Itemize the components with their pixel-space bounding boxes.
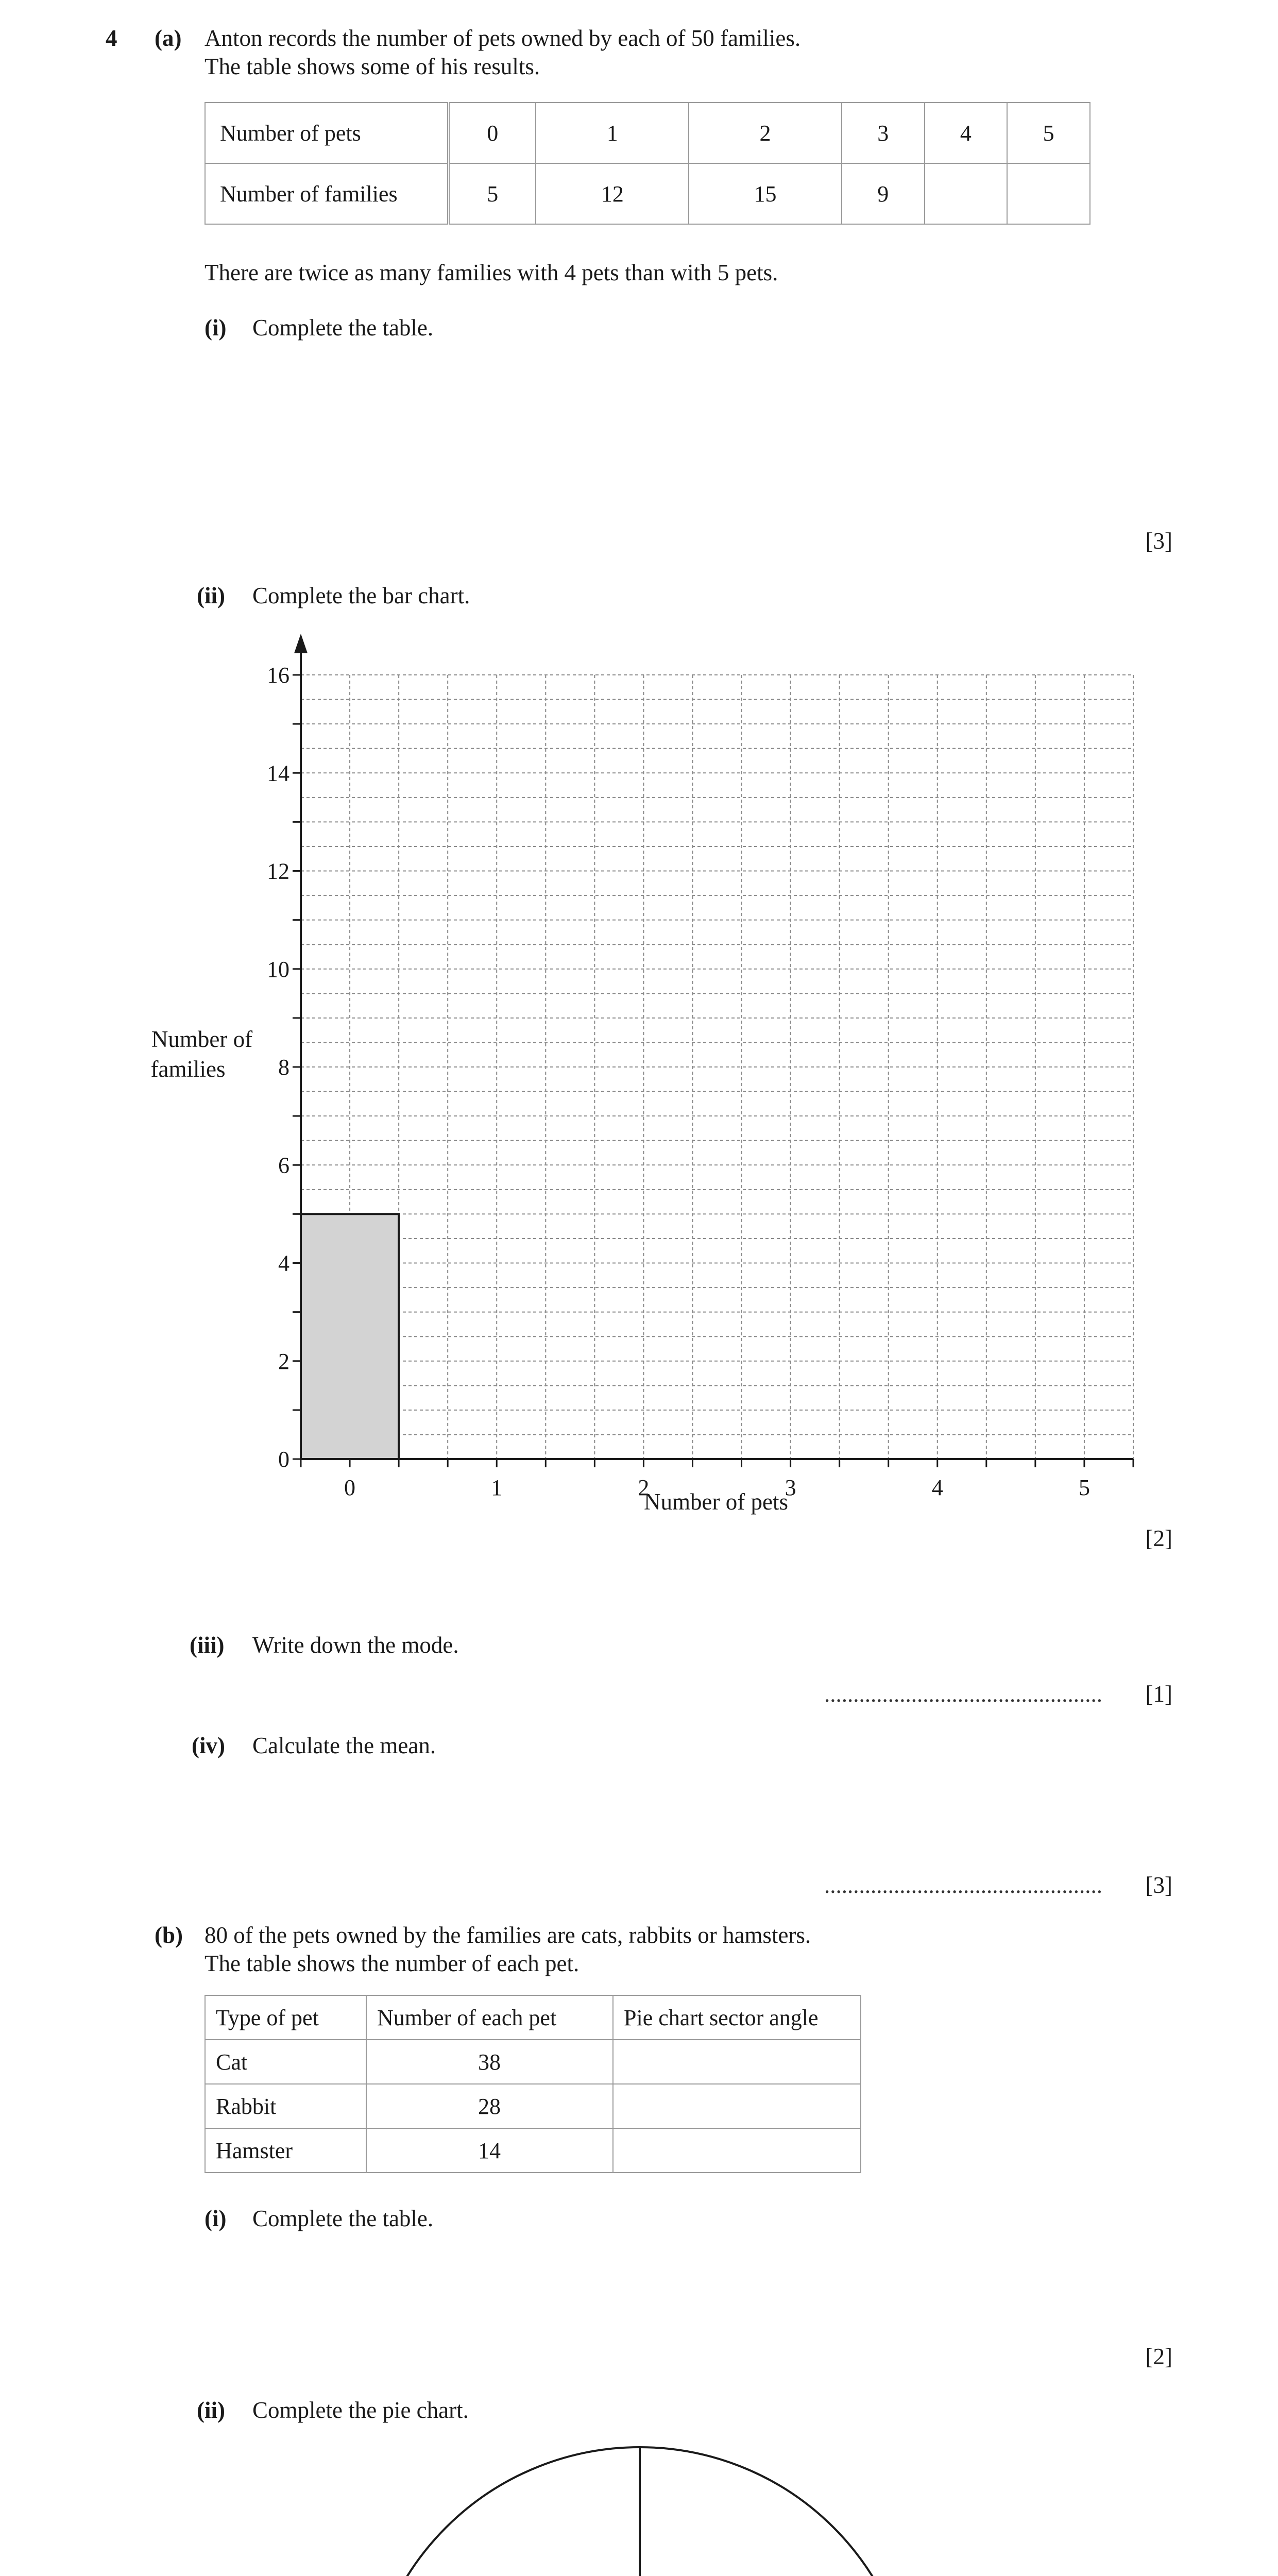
marks-a-ii: [2] (1145, 1526, 1172, 1551)
pets-table (205, 102, 1090, 225)
part-a-label: (a) (155, 25, 182, 51)
y-axis-arrow-icon (294, 634, 308, 653)
table-row (205, 103, 1090, 163)
y-tick-label: 0 (278, 1447, 289, 1472)
table-cell: 1 (536, 103, 689, 163)
part-a-iv-text: Calculate the mean. (252, 1733, 436, 1758)
table-cell: 0 (449, 103, 536, 163)
table-cell: 3 (842, 103, 925, 163)
table-header-cell: Pie chart sector angle (613, 1995, 861, 2040)
answer-line-mean[interactable]: ................................................ (824, 1872, 1102, 1898)
part-b-i-label: (i) (205, 2206, 227, 2231)
answer-cell-5-pets[interactable] (1007, 163, 1090, 224)
y-tick-label: 16 (267, 663, 289, 688)
y-tick-label: 12 (267, 858, 289, 884)
part-a-intro-2: The table shows some of his results. (205, 54, 540, 79)
y-tick-label: 10 (267, 956, 289, 982)
part-a-iii-label: (iii) (190, 1632, 225, 1658)
part-a-i-text: Complete the table. (252, 315, 434, 341)
table-cell: 9 (842, 163, 925, 224)
answer-cell-angle[interactable] (613, 2128, 861, 2173)
x-tick-label: 0 (344, 1475, 356, 1500)
table-cell: Cat (205, 2040, 366, 2084)
answer-cell-4-pets[interactable] (925, 163, 1008, 224)
x-tick-label: 1 (491, 1475, 503, 1500)
part-b-intro-2: The table shows the number of each pet. (205, 1951, 580, 1976)
table-cell: 15 (689, 163, 842, 224)
table-header-cell: Number of each pet (366, 1995, 613, 2040)
part-b-ii-text: Complete the pie chart. (252, 2397, 469, 2423)
question-number: 4 (106, 25, 117, 51)
bar-0 (301, 1214, 399, 1459)
x-tick-label: 4 (931, 1475, 943, 1500)
answer-cell-angle[interactable] (613, 2084, 861, 2128)
table-row (205, 2084, 861, 2128)
y-axis-label-line2: families (150, 1056, 226, 1082)
x-tick-label: 2 (638, 1475, 650, 1500)
marks-a-iv: [3] (1145, 1872, 1172, 1898)
part-a-iv-label: (iv) (192, 1733, 225, 1758)
table-row (205, 2128, 861, 2173)
table-cell: 38 (366, 2040, 613, 2084)
x-tick-label: 5 (1078, 1475, 1090, 1500)
table-row (205, 2040, 861, 2084)
table-cell: 14 (366, 2128, 613, 2173)
pet-types-table (205, 1995, 861, 2173)
table-cell: Hamster (205, 2128, 366, 2173)
part-b-label: (b) (155, 1922, 183, 1948)
bar-chart[interactable] (0, 618, 1278, 1556)
part-a-ii-text: Complete the bar chart. (252, 583, 470, 608)
answer-line-mode[interactable]: ................................................ (824, 1681, 1102, 1707)
y-axis-label-line1: Number of (151, 1026, 253, 1052)
y-tick-label: 14 (267, 760, 289, 786)
table-cell: 28 (366, 2084, 613, 2128)
y-tick-label: 8 (278, 1055, 289, 1080)
table-row (205, 163, 1090, 224)
table-cell: 12 (536, 163, 689, 224)
part-a-i-label: (i) (205, 315, 227, 341)
y-tick-label: 4 (278, 1250, 289, 1276)
pie-chart[interactable] (0, 2432, 1278, 2576)
y-tick-label: 2 (278, 1348, 289, 1374)
part-a-intro-1: Anton records the number of pets owned by each of 50 families. (205, 25, 801, 51)
table-row (205, 1995, 861, 2040)
part-a-statement: There are twice as many families with 4 pets than with 5 pets. (205, 260, 778, 285)
x-tick-label: 3 (785, 1475, 796, 1500)
y-tick-label: 6 (278, 1153, 289, 1178)
table-header-cell: Number of families (205, 163, 449, 224)
table-header-cell: Type of pet (205, 1995, 366, 2040)
x-axis-label: Number of pets (644, 1489, 788, 1515)
table-cell: 4 (925, 103, 1008, 163)
part-a-iii-text: Write down the mode. (252, 1632, 459, 1658)
marks-b-i: [2] (1145, 2344, 1172, 2369)
table-cell: 5 (1007, 103, 1090, 163)
table-cell: 2 (689, 103, 842, 163)
marks-a-i: [3] (1145, 528, 1172, 554)
table-cell: 5 (449, 163, 536, 224)
marks-a-iii: [1] (1145, 1681, 1172, 1707)
part-b-intro-1: 80 of the pets owned by the families are cats, rabbits or hamsters. (205, 1922, 811, 1948)
part-a-ii-label: (ii) (197, 583, 225, 608)
part-b-ii-label: (ii) (197, 2397, 225, 2423)
table-cell: Rabbit (205, 2084, 366, 2128)
answer-cell-angle[interactable] (613, 2040, 861, 2084)
table-header-cell: Number of pets (205, 103, 449, 163)
part-b-i-text: Complete the table. (252, 2206, 434, 2231)
